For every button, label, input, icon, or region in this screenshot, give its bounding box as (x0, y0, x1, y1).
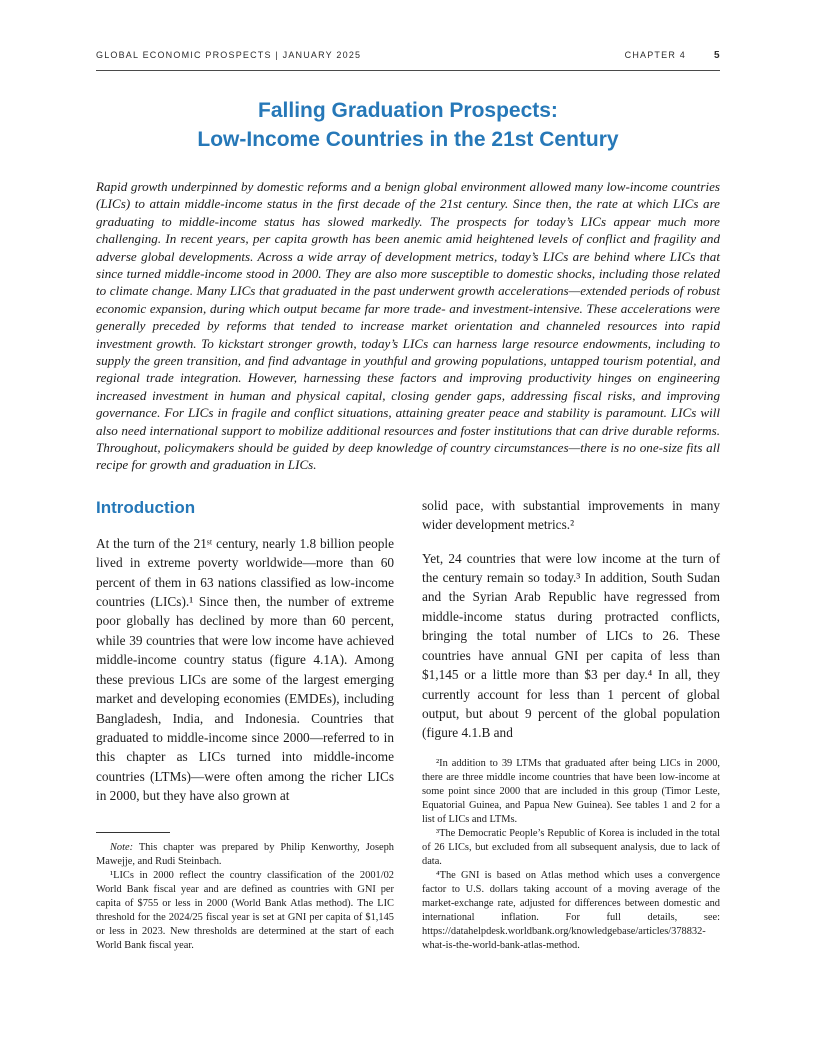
body-columns (96, 496, 720, 956)
page-header (96, 50, 720, 71)
abstract: Rapid growth underpinned by domestic reforms and a benign global environment allowed many low-income countries (LICs) to attain middle-income status in the first decade of the 21st century. Since then, the rate at which LICs are graduating to middle-income status has slowed markedly. The prospects for today’s LICs appear much more challenging. In recent years, per capita growth has been anemic amid heightened levels of conflict and fragility and adverse global developments. Across a wide array of development metrics, today’s LICs are behind where LICs that since turned middle-income stood in 2000. They are also more susceptible to domestic shocks, including those related to climate change. Many LICs that graduated in the past underwent growth accelerations—extended periods of robust economic expansion, during which output became far more trade- and investment-intensive. These accelerations were generally preceded by reforms that tended to increase market orientation and channeled resources into rapid investment growth. To kickstart stronger growth, today’s LICs can harness large resource endowments, including to supply the green transition, and find advantage in youthful and growing populations, untapped tourism potential, and regional trade integration. However, harnessing these factors and improving productivity hinges on engineering increased investment in human and physical capital, closing gender gaps, addressing fiscal risks, and improving governance. For LICs in fragile and conflict situations, attaining greater peace and stability is paramount. LICs will also need international support to mobilize additional resources and foster institutions that can drive durable reforms. Throughout, policymakers should be guided by deep knowledge of country circumstances—there is no one-size fits all recipe for growth and graduation in LICs. (96, 178, 720, 473)
footnote-note-label: Note: (110, 842, 134, 853)
journal-title: GLOBAL ECONOMIC PROSPECTS | JANUARY 2025 (96, 50, 362, 60)
right-column (422, 496, 720, 956)
section-heading-introduction: Introduction (96, 497, 196, 517)
footnote-1: ¹LICs in 2000 reflect the country classification of the 2001/02 World Bank fiscal year and are defined as countries with GNI per capita of $755 or less in 2000 (World Bank Atlas method). The LIC threshold for the 2024/25 fiscal year is set at GNI per capita of $1,145 or less in 2023. New thresholds are determined at the start of each World Bank fiscal year. (96, 870, 394, 952)
chapter-label: CHAPTER 4 (624, 50, 686, 60)
chapter-title-line1: Falling Graduation Prospects: (258, 99, 558, 122)
footnote-note (96, 841, 394, 869)
footnote-2: ²In addition to 39 LTMs that graduated after being LICs in 2000, there are three middle income countries that have been low-income at some point since 2000 that are included in this group (Timor Leste, Equatorial Guinea, and Papua New Guinea). See tables 1 and 2 for a list of LICs and LTMs. (422, 757, 720, 825)
left-column (96, 496, 394, 956)
footnote-note-text: This chapter was prepared by Philip Kenworthy, Joseph Mawejje, and Rudi Steinbach. (96, 842, 394, 868)
footnote-rule (96, 832, 170, 833)
chapter-title-line2: Low-Income Countries in the 21st Century (197, 127, 619, 151)
page-header-right (625, 50, 720, 61)
footnote-3: ³The Democratic People’s Republic of Korea is included in the total of 26 LICs, but excluded from all subsequent analysis, due to lack of data. (422, 827, 720, 868)
page-number: 5 (713, 50, 720, 61)
chapter-title (96, 97, 720, 155)
body-paragraph: solid pace, with substantial improvements in many wider development metrics.² (422, 497, 720, 533)
body-paragraph: At the turn of the 21ˢᵗ century, nearly 1.8 billion people lived in extreme poverty worldwide—more than 60 percent of them in 63 nations classified as low-income countries (LICs).¹ Since then, the number of extreme poor globally has declined by more than 60 percent, while 39 countries that were low income have achieved middle-income country status (figure 4.1A). Among these previous LICs are some of the largest emerging market and developing economies (EMDEs), including Bangladesh, India, and Indonesia. Countries that graduated to middle-income since 2000—referred to in this chapter as LICs turned into middle-income countries (LTMs)—were often among the richer LICs in 2000, but they have also grown at (96, 535, 394, 804)
body-paragraph: Yet, 24 countries that were low income at the turn of the century remain so today.³ In addition, South Sudan and the Syrian Arab Republic have regressed from middle-income status during protracted conflicts, bringing the total number of LICs to 26. These countries have annual GNI per capita of less than $1,145 or a little more than $3 per day.⁴ In all, they currently account for less than 1 percent of global output, but about 9 percent of the global population (figure 4.1.B and (422, 550, 720, 741)
footnote-4: ⁴The GNI is based on Atlas method which uses a convergence factor to U.S. dollars taking account of a moving average of the market-exchange rate, adjusted for differences between domestic and international inflation. For full details, see: https://datahelpdesk.worldbank.org/knowledgebase/articles/378832-what-is-the-world-bank-atlas-method. (422, 870, 720, 952)
footnotes-right (422, 757, 720, 956)
footnotes-left (96, 832, 394, 955)
